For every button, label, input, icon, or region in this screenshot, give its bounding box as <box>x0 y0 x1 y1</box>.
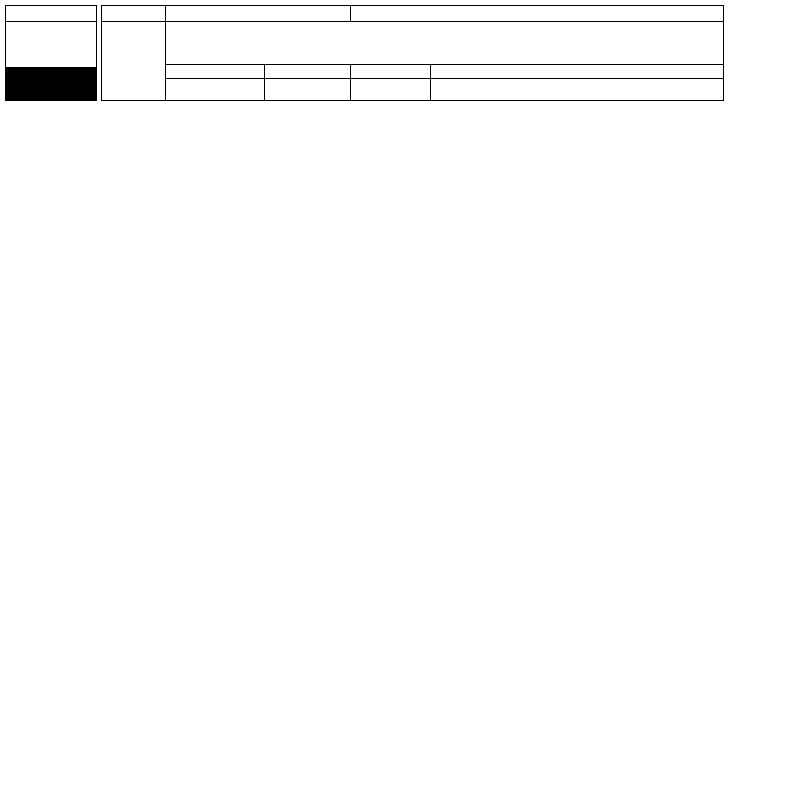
header-box <box>101 5 724 101</box>
lot-box <box>5 5 97 101</box>
first-listing-badge <box>6 67 96 100</box>
